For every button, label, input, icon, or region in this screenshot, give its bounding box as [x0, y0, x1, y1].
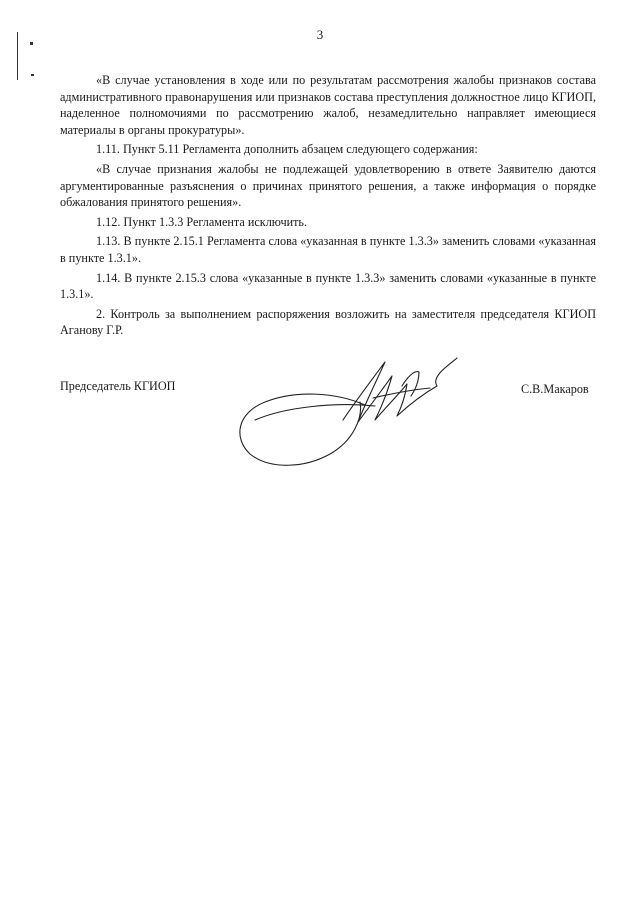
paragraph-quote-refusal: «В случае признания жалобы не подлежащей удовлетворению в ответе Заявителю даются аргументированные разъяснения о причинах принятого решения, а также информация о порядке обжалования принятого решения».	[60, 161, 596, 210]
page-number: 3	[316, 27, 324, 42]
paragraph-1-12: 1.12. Пункт 1.3.3 Регламента исключить.	[96, 214, 308, 229]
paragraph-2-control: 2. Контроль за выполнением распоряжения возложить на заместителя председателя КГИОП Аганову Г.Р.	[60, 306, 596, 338]
paragraph-quote-prosecution: «В случае установления в ходе или по результатам рассмотрения жалобы признаков состава административного правонарушения или признаков состава преступления должностное лицо КГИОП, наделенное полномочиями по рассмотрению жалоб, незамедлительно направляет имеющиеся материалы в органы прокуратуры».	[60, 73, 596, 137]
paragraph-1-13: 1.13. В пункте 2.15.1 Регламента слова «указанная в пункте 1.3.3» заменить словами «указанная в пункте 1.3.1».	[60, 234, 596, 265]
handwritten-signature-icon	[225, 350, 470, 475]
signer-name: С.В.Макаров	[521, 382, 589, 396]
document-body	[60, 72, 596, 342]
signer-title: Председатель КГИОП	[60, 379, 176, 393]
paragraph-1-14: 1.14. В пункте 2.15.3 слова «указанные в пункте 1.3.3» заменить словами «указанные в пункте 1.3.1».	[60, 270, 596, 302]
paragraph-1-11: 1.11. Пункт 5.11 Регламента дополнить абзацем следующего содержания:	[96, 142, 478, 157]
scan-margin-dot	[31, 74, 34, 76]
